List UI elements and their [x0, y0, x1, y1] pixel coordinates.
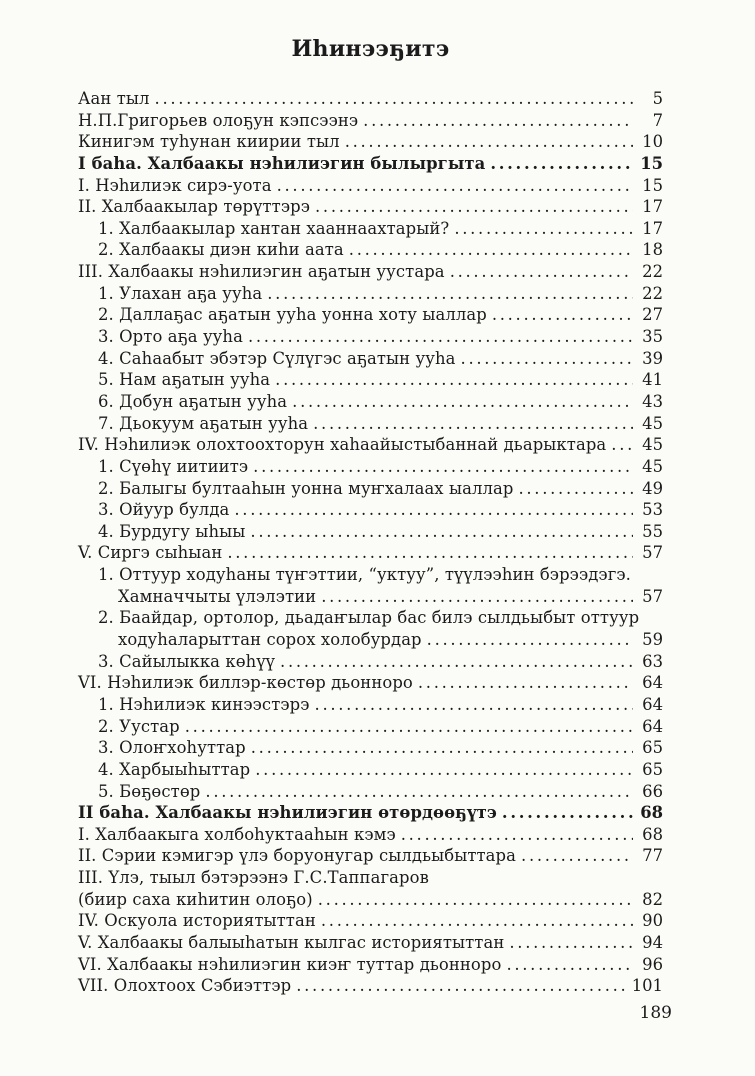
dot-leader — [253, 456, 633, 478]
toc-row — [78, 261, 663, 283]
toc-entry-text: 1. Сүөһү иитиитэ — [98, 456, 249, 476]
toc-entry-text: 4. Бурдугу ыһыы — [98, 521, 246, 541]
dot-leader — [450, 261, 633, 283]
toc-entry-text: Н.П.Григорьев олоҕун кэпсээнэ — [78, 110, 359, 130]
dot-leader — [155, 88, 633, 110]
dot-leader — [267, 283, 633, 305]
toc-row — [78, 651, 663, 673]
toc-entry-page: 68 — [642, 824, 663, 844]
toc-entry-text: 2. Уустар — [98, 716, 180, 736]
toc-entry-text: 2. Даллаҕас аҕатын ууһа уонна хоту ыаллар — [98, 305, 487, 325]
toc-entry-text: 5. Бөҕөстөр — [98, 781, 201, 801]
dot-leader — [277, 175, 633, 197]
toc-entry-text: III. Халбаакы нэһилиэгин аҕатын уустара — [78, 262, 445, 282]
dot-leader — [418, 672, 633, 694]
dot-leader — [363, 110, 633, 132]
dot-leader — [454, 218, 633, 240]
toc-row — [78, 672, 663, 694]
toc-row — [78, 845, 663, 867]
toc-row — [78, 239, 663, 261]
dot-leader — [315, 196, 633, 218]
toc-row — [78, 564, 663, 586]
toc-entry-text: II. Халбаакылар төрүттэрэ — [78, 197, 310, 217]
toc-entry-text: 2. Баайдар, ортолор, дьадаҥылар бас билэ сылдьыбыт оттуур — [98, 608, 640, 628]
toc-entry-text: Хамначчыты үлэлэтии — [118, 586, 317, 606]
toc-entry-text: IV. Оскуола историятыттан — [78, 911, 316, 931]
toc-row — [78, 586, 663, 608]
toc-row — [78, 175, 663, 197]
dot-leader — [502, 802, 633, 824]
toc-row — [78, 304, 663, 326]
toc-entry-page: 15 — [642, 175, 663, 195]
toc-row — [78, 456, 663, 478]
toc-entry-page: 65 — [642, 738, 663, 758]
toc-row — [78, 326, 663, 348]
dot-leader — [185, 716, 633, 738]
dot-leader — [292, 391, 633, 413]
toc-entry-text: ходуһаларыттан сорох холобурдар — [118, 630, 422, 650]
toc-row — [78, 434, 663, 456]
toc-entry-text: Аан тыл — [78, 89, 150, 108]
toc-entry-page: 22 — [642, 283, 663, 303]
toc-row — [78, 478, 663, 500]
toc-row — [78, 607, 663, 629]
toc-entry-page: 66 — [642, 781, 663, 801]
dot-leader — [506, 954, 633, 976]
dot-leader — [280, 651, 633, 673]
toc-row — [78, 413, 663, 435]
dot-leader — [461, 348, 633, 370]
toc-entry-page: 57 — [642, 543, 663, 563]
toc-entry-page: 45 — [642, 413, 663, 433]
toc-entry-page: 82 — [642, 889, 663, 909]
toc-row — [78, 954, 663, 976]
toc-entry-page: 49 — [642, 478, 663, 498]
toc-entry-page: 15 — [640, 153, 663, 173]
toc-entry-page: 64 — [642, 694, 663, 714]
toc-entry-page: 5 — [652, 89, 663, 108]
dot-leader — [315, 694, 633, 716]
toc-row — [78, 824, 663, 846]
toc-entry-page: 17 — [642, 218, 663, 238]
toc-entry-text: II баһа. Халбаакы нэһилиэгин өтөрдөөҕүтэ — [78, 803, 497, 823]
toc-row — [78, 629, 663, 651]
toc-row — [78, 716, 663, 738]
toc-entry-text: IV. Нэһилиэк олохтоохторун хаһаайыстыбаннай дьарыктара — [78, 435, 607, 455]
toc-entry-text: 2. Халбаакы диэн киһи аата — [98, 240, 344, 260]
toc-row — [78, 499, 663, 521]
toc-entry-page: 45 — [642, 435, 663, 455]
toc-entry-page: 45 — [642, 456, 663, 476]
toc-row — [78, 932, 663, 954]
toc-entry-text: 6. Добун аҕатын ууһа — [98, 391, 288, 411]
toc-entry-page: 63 — [642, 651, 663, 671]
toc-entry-page: 53 — [642, 500, 663, 520]
dot-leader — [490, 153, 633, 175]
toc-entry-page: 65 — [642, 759, 663, 779]
toc-entry-text: I баһа. Халбаакы нэһилиэгин былыргыта — [78, 153, 486, 173]
dot-leader — [255, 759, 633, 781]
dot-leader — [521, 845, 633, 867]
toc-entry-text: 3. Сайылыкка көһүү — [98, 651, 276, 671]
toc-entry-text: VI. Халбаакы нэһилиэгин киэҥ туттар дьонноро — [78, 954, 502, 974]
dot-leader — [248, 326, 633, 348]
toc-entry-text: 7. Дьокуум аҕатын ууһа — [98, 413, 309, 433]
toc-entry-page: 27 — [642, 305, 663, 325]
toc-entry-page: 39 — [642, 348, 663, 368]
dot-leader — [313, 413, 633, 435]
toc-entry-page: 57 — [642, 586, 663, 606]
toc-row — [78, 889, 663, 911]
toc-entry-page: 43 — [642, 391, 663, 411]
toc-entry-page: 101 — [631, 976, 663, 996]
toc-entry-text: 5. Нам аҕатын ууһа — [98, 370, 271, 390]
dot-leader — [205, 781, 633, 803]
dot-leader — [234, 499, 633, 521]
toc-row — [78, 348, 663, 370]
toc-entry-text: (биир саха киһитин олоҕо) — [78, 889, 313, 909]
toc-entry-page: 41 — [642, 370, 663, 390]
toc-entry-text: III. Үлэ, тыыл бэтэрээнэ Г.С.Таппагаров — [78, 868, 429, 888]
dot-leader — [518, 478, 633, 500]
toc-entry-page: 68 — [640, 803, 663, 823]
toc-entry-page: 22 — [642, 262, 663, 282]
toc-entry-page: 55 — [642, 521, 663, 541]
toc-entry-text: I. Нэһилиэк сирэ-уота — [78, 175, 272, 195]
toc-entry-page: 59 — [642, 630, 663, 650]
toc-row — [78, 110, 663, 132]
toc-entry-text: 1. Халбаакылар хантан хааннаахтарый? — [98, 218, 450, 238]
toc-row — [78, 759, 663, 781]
toc-row — [78, 737, 663, 759]
dot-leader — [227, 542, 633, 564]
dot-leader — [321, 910, 633, 932]
toc-row — [78, 867, 663, 889]
toc-list — [78, 88, 663, 997]
toc-entry-text: 2. Балыгы бултааһын уонна муҥхалаах ыаллар — [98, 478, 514, 498]
toc-entry-text: 4. Саһаабыт эбэтэр Сүлүгэс аҕатын ууһа — [98, 348, 456, 368]
toc-entry-page: 18 — [642, 240, 663, 260]
toc-entry-text: 3. Орто аҕа ууһа — [98, 327, 243, 347]
toc-entry-text: VII. Олохтоох Сэбиэттэр — [78, 976, 292, 996]
toc-entry-text: 1. Оттуур ходуһаны түҥэттии, “уктуу”, түүлээһин бэрээдэгэ. — [98, 565, 631, 585]
toc-row — [78, 391, 663, 413]
toc-entry-text: V. Халбаакы балыыһатын кылгас историятыттан — [78, 932, 505, 952]
toc-row — [78, 542, 663, 564]
dot-leader — [509, 932, 633, 954]
toc-entry-text: Кинигэм туһунан киирии тыл — [78, 132, 340, 152]
toc-row — [78, 521, 663, 543]
toc-entry-page: 64 — [642, 673, 663, 693]
toc-entry-text: 1. Улахан аҕа ууһа — [98, 283, 263, 303]
toc-entry-page: 17 — [642, 197, 663, 217]
toc-entry-text: 4. Харбыыһыттар — [98, 759, 251, 779]
toc-entry-page: 35 — [642, 327, 663, 347]
toc-entry-page: 64 — [642, 716, 663, 736]
toc-entry-page: 7 — [652, 110, 663, 130]
toc-entry-text: VI. Нэһилиэк биллэр-көстөр дьонноро — [78, 673, 413, 693]
toc-row — [78, 196, 663, 218]
toc-row — [78, 975, 663, 997]
toc-entry-text: V. Сиргэ сыһыан — [78, 543, 223, 563]
toc-row — [78, 283, 663, 305]
page-number: 189 — [639, 1003, 672, 1023]
toc-entry-page: 96 — [642, 954, 663, 974]
dot-leader — [251, 737, 633, 759]
dot-leader — [611, 434, 633, 456]
toc-row — [78, 781, 663, 803]
toc-row — [78, 910, 663, 932]
dot-leader — [318, 889, 633, 911]
dot-leader — [275, 369, 633, 391]
toc-row — [78, 369, 663, 391]
dot-leader — [345, 131, 633, 153]
toc-row — [78, 218, 663, 240]
dot-leader — [401, 824, 633, 846]
toc-entry-page: 77 — [642, 846, 663, 866]
toc-entry-page: 90 — [642, 911, 663, 931]
toc-row — [78, 802, 663, 824]
dot-leader — [427, 629, 633, 651]
toc-row — [78, 694, 663, 716]
toc-row — [78, 88, 663, 110]
toc-entry-text: II. Сэрии кэмигэр үлэ боруонугар сылдьыбыттара — [78, 846, 517, 866]
dot-leader — [250, 521, 633, 543]
toc-entry-text: 3. Ойуур булда — [98, 500, 230, 520]
dot-leader — [321, 586, 633, 608]
toc-entry-text: 1. Нэһилиэк кинээстэрэ — [98, 694, 310, 714]
dot-leader — [349, 239, 633, 261]
toc-entry-page: 94 — [642, 932, 663, 952]
dot-leader — [492, 304, 633, 326]
toc-entry-text: I. Халбаакыга холбоһуктааһын кэмэ — [78, 824, 396, 844]
toc-entry-text: 3. Олоҥхоһуттар — [98, 738, 246, 758]
dot-leader — [296, 975, 628, 997]
toc-entry-page: 10 — [642, 132, 663, 152]
page-title: Иһинээҕитэ — [291, 36, 450, 62]
toc-row — [78, 131, 663, 153]
toc-row — [78, 153, 663, 175]
